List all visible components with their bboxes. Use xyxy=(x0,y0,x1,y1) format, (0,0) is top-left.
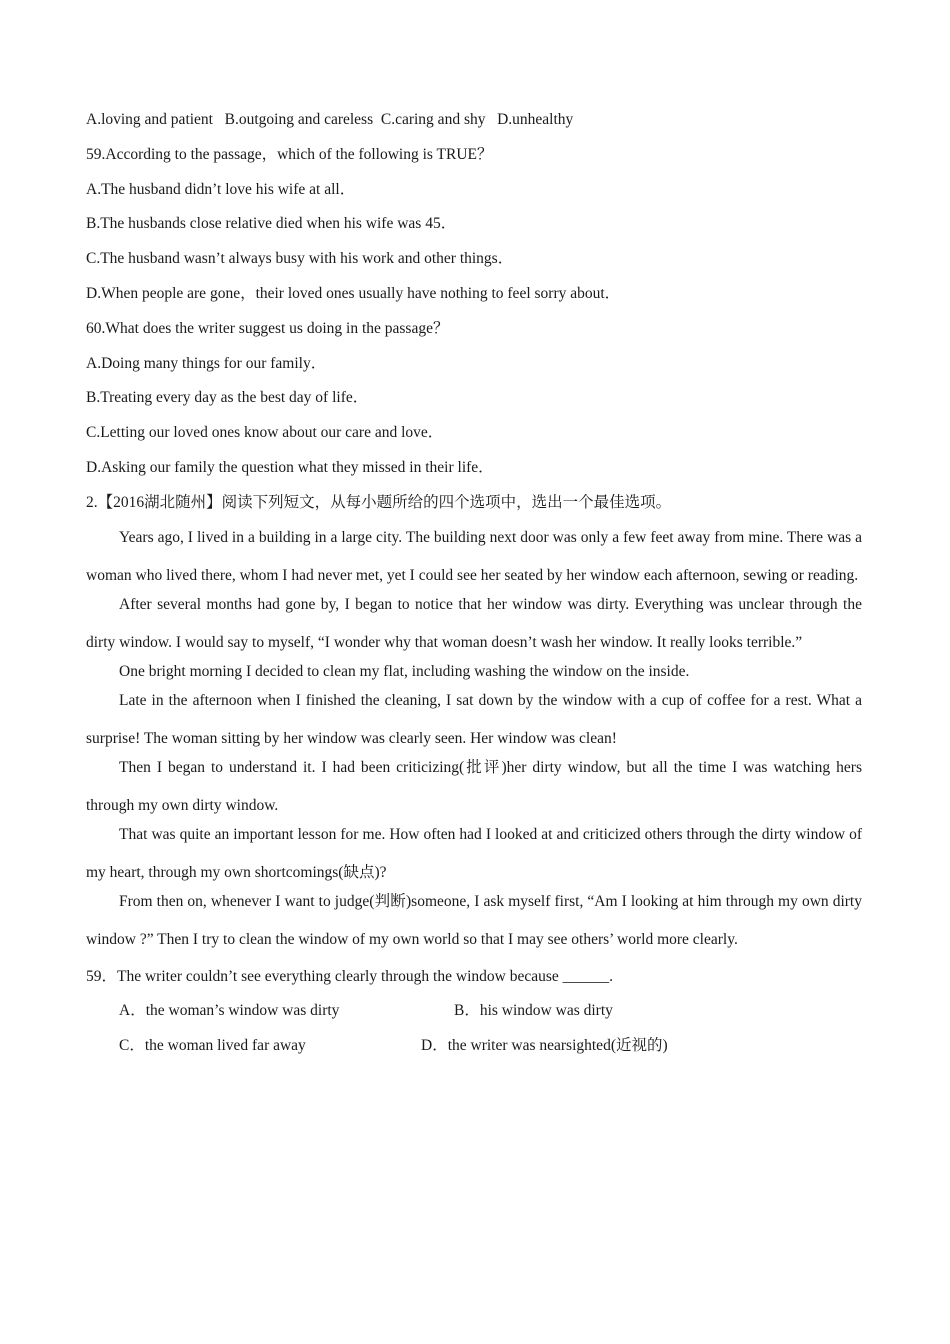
passage-paragraph-3: One bright morning I decided to clean my flat, including washing the window on the inside. xyxy=(119,662,690,680)
q59b-option-b: B．his window was dirty xyxy=(454,1002,613,1020)
q60-question: 60.What does the writer suggest us doing in the passage？ xyxy=(86,319,449,337)
q59-option-d: D.When people are gone，their loved ones usually have nothing to feel sorry about． xyxy=(86,284,621,302)
q60-option-a: A.Doing many things for our family． xyxy=(86,354,327,372)
q60-option-d: D.Asking our family the question what they missed in their life． xyxy=(86,458,494,476)
q60-option-c: C.Letting our loved ones know about our care and love． xyxy=(86,424,444,442)
passage-paragraph-7: From then on, whenever I want to judge(判断)someone, I ask myself first, “Am I looking at him through my own dirty window ?” Then I try to clean the window of my own world so that I may see others’ world more clearly. xyxy=(86,892,862,948)
q60-option-b: B.Treating every day as the best day of life． xyxy=(86,389,369,407)
q59b-option-c: C．the woman lived far away xyxy=(119,1037,306,1055)
passage-paragraph-1: Years ago, I lived in a building in a large city. The building next door was only a few feet away from mine. There was a woman who lived there, whom I had never met, yet I could see her seated by her window each afternoon, sewing or reading. xyxy=(86,528,862,584)
passage-paragraph-4: Late in the afternoon when I finished the cleaning, I sat down by the window with a cup of coffee for a rest. What a surprise! The woman sitting by her window was clearly seen. Her window was clean! xyxy=(86,691,862,747)
q59-option-a: A.The husband didn’t love his wife at all． xyxy=(86,180,356,198)
q59-option-b: B.The husbands close relative died when his wife was 45． xyxy=(86,215,457,233)
q59-option-c: C.The husband wasn’t always busy with his work and other things． xyxy=(86,250,514,268)
q59b-option-d: D．the writer was nearsighted(近视的) xyxy=(421,1037,668,1055)
q59b-option-a: A．the woman’s window was dirty xyxy=(119,1002,340,1020)
section-heading: 2.【2016湖北随州】阅读下列短文，从每小题所给的四个选项中，选出一个最佳选项。 xyxy=(86,493,672,511)
passage-paragraph-6: That was quite an important lesson for me. How often had I looked at and criticized others through the dirty window of my heart, through my own shortcomings(缺点)? xyxy=(86,825,862,881)
document-page xyxy=(86,110,862,1071)
q59b-options-row-2 xyxy=(86,1036,862,1056)
passage-paragraph-5: Then I began to understand it. I had been criticizing(批评)her dirty window, but all the time I was watching hers through my own dirty window. xyxy=(86,758,862,814)
q59-question: 59.According to the passage，which of the following is TRUE？ xyxy=(86,145,493,163)
q59b-question: 59．The writer couldn’t see everything clearly through the window because ______. xyxy=(86,967,613,985)
q59b-options-row-1 xyxy=(86,1001,862,1021)
q58-options: A.loving and patient B.outgoing and careless C.caring and shy D.unhealthy xyxy=(86,111,574,128)
passage-paragraph-2: After several months had gone by, I began to notice that her window was dirty. Everything was unclear through the dirty window. I would say to myself, “I wonder why that woman doesn’t wash her window. It really looks terrible.” xyxy=(86,595,862,651)
